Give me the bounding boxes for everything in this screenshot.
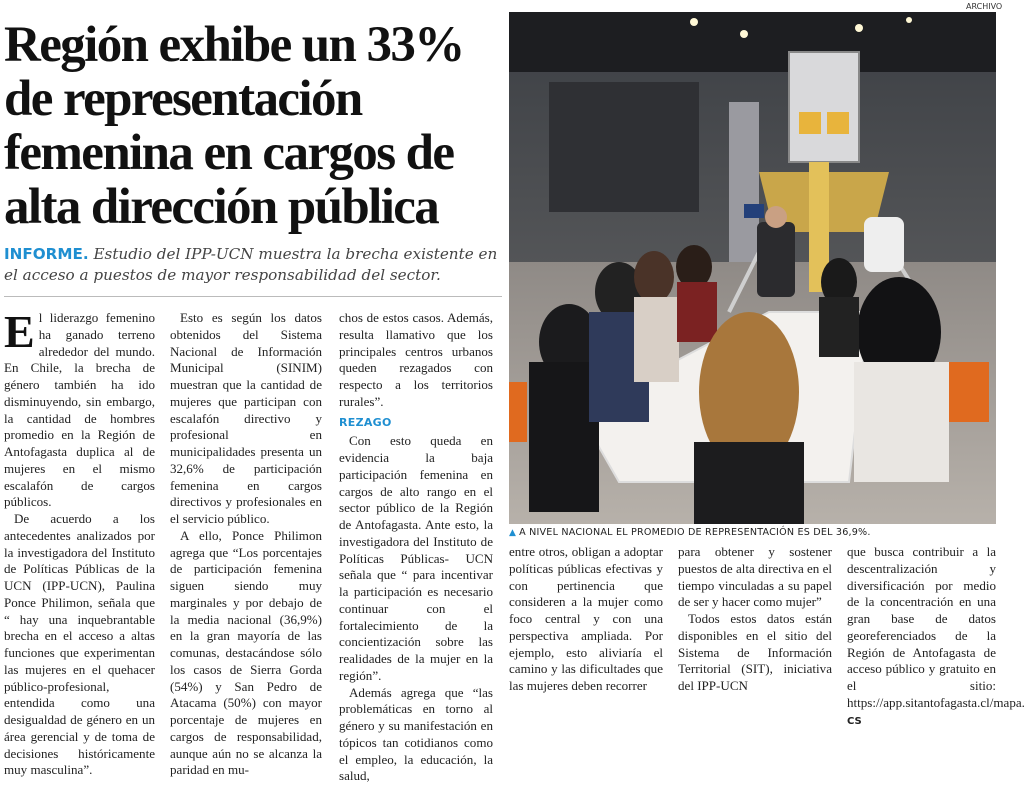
dek — [4, 244, 502, 286]
paragraph: chos de estos casos. Además, resulta llamativo que los principales centros urbanos queden rezagados con respecto a los territorios rurales”. — [339, 310, 493, 411]
article-column-5 — [678, 544, 832, 695]
lead-text: l liderazgo femenino ha ganado terreno alrededor del mundo. En Chile, la brecha de género también ha ido disminuyendo, sin embargo, la cantidad de hombres promedio en la Región de Antofagasta duplica al de mujeres en el mismo escalafón de cargos públicos. — [4, 310, 155, 509]
photo-caption — [509, 527, 996, 538]
paragraph: entre otros, obligan a adoptar políticas públicas efectivas y con pertinencia que consideren a la mujer como foco central y con una perspectiva ampliada. Por ejemplo, esto aliviaría el camino y las dificultades que las mujeres deben recorrer — [509, 544, 663, 695]
paragraph: Esto es según los datos obtenidos del Sistema Nacional de Información Municipal (SINIM) muestran que la cantidad de mujeres que participan con escalafón directivo y profesional en municipalidades presenta un 32,6% de participación femenina en cargos directivos y profesionales en el servicio público. — [170, 310, 322, 528]
dek-tag: INFORME. — [4, 245, 89, 263]
article-column-4 — [509, 544, 663, 695]
subhead: REZAGO — [339, 415, 493, 432]
drop-cap: E — [4, 313, 35, 351]
caption-text: A NIVEL NACIONAL EL PROMEDIO DE REPRESENTACIÓN ES DEL 36,9%. — [519, 527, 871, 538]
paragraph: Además agrega que “las problemáticas en torno al género y su manifestación en tópicos tan cotidianos como el empleo, la educación, la salud, — [339, 685, 493, 785]
article-column-6 — [847, 544, 996, 730]
caption-triangle-icon: ▲ — [509, 528, 516, 538]
headline: Región exhibe un 33% de representación femenina en cargos de alta dirección pública — [4, 18, 502, 234]
divider-rule — [4, 296, 502, 297]
dek-text: Estudio del IPP-UCN muestra la brecha existente en el acceso a puestos de mayor responsabilidad del sector. — [4, 245, 497, 284]
article-column-1 — [4, 310, 155, 779]
paragraph: para obtener y sostener puestos de alta directiva en el tiempo vinculadas a su papel de ser y hacer como mujer” — [678, 544, 832, 611]
photo-illustration — [509, 12, 996, 524]
closing-text: que busca contribuir a la descentralización y diversificación por medio de la concentración en una gran base de datos georeferenciados de la Región de Antofagasta de acceso público y gratuito en el sitio: https://app.sitantofagasta.cl/mapa. — [847, 544, 1025, 710]
photo-credit: ARCHIVO — [966, 2, 1002, 11]
end-mark: CS — [847, 716, 862, 727]
article-photo — [509, 12, 996, 524]
paragraph — [847, 544, 996, 730]
paragraph: Con esto queda en evidencia la baja participación femenina en cargos de alto rango en el sector público de la Región de Antofagasta. Ante esto, la investigadora del Instituto de Políticas Públicas- UCN señala que “ para incentivar la participación es necesario continuar con el fortalecimiento de la concientización sobre las realidades de la mujer en la región”. — [339, 433, 493, 684]
article-column-2 — [170, 310, 322, 779]
paragraph: A ello, Ponce Philimon agrega que “Los porcentajes de participación femenina siguen siendo muy marginales y por debajo de la media nacional (36,9%) en la gran mayoría de las comunas, destacándose sólo los casos de Sierra Gorda (54%) y San Pedro de Atacama (50%) con mayor porcentaje de mujeres en cargos de responsabilidad, aunque aún no se alcanza la paridad en mu- — [170, 528, 322, 779]
paragraph: Todos estos datos están disponibles en el sitio del Sistema de Información Territorial (SIT), iniciativa del IPP-UCN — [678, 611, 832, 695]
article-column-3 — [339, 310, 493, 785]
paragraph: De acuerdo a los antecedentes analizados por la investigadora del Instituto de Políticas Públicas de la UCN (IPP-UCN), Paulina Ponce Philimon, señala que “ hay una inquebrantable brecha en el acceso a altas funciones que experimentan las mujeres en el quehacer público-profesional, entendida como una desigualdad de género en un área gerencial y de toma de decisiones históricamente muy masculina”. — [4, 511, 155, 779]
lead-paragraph — [4, 310, 155, 511]
